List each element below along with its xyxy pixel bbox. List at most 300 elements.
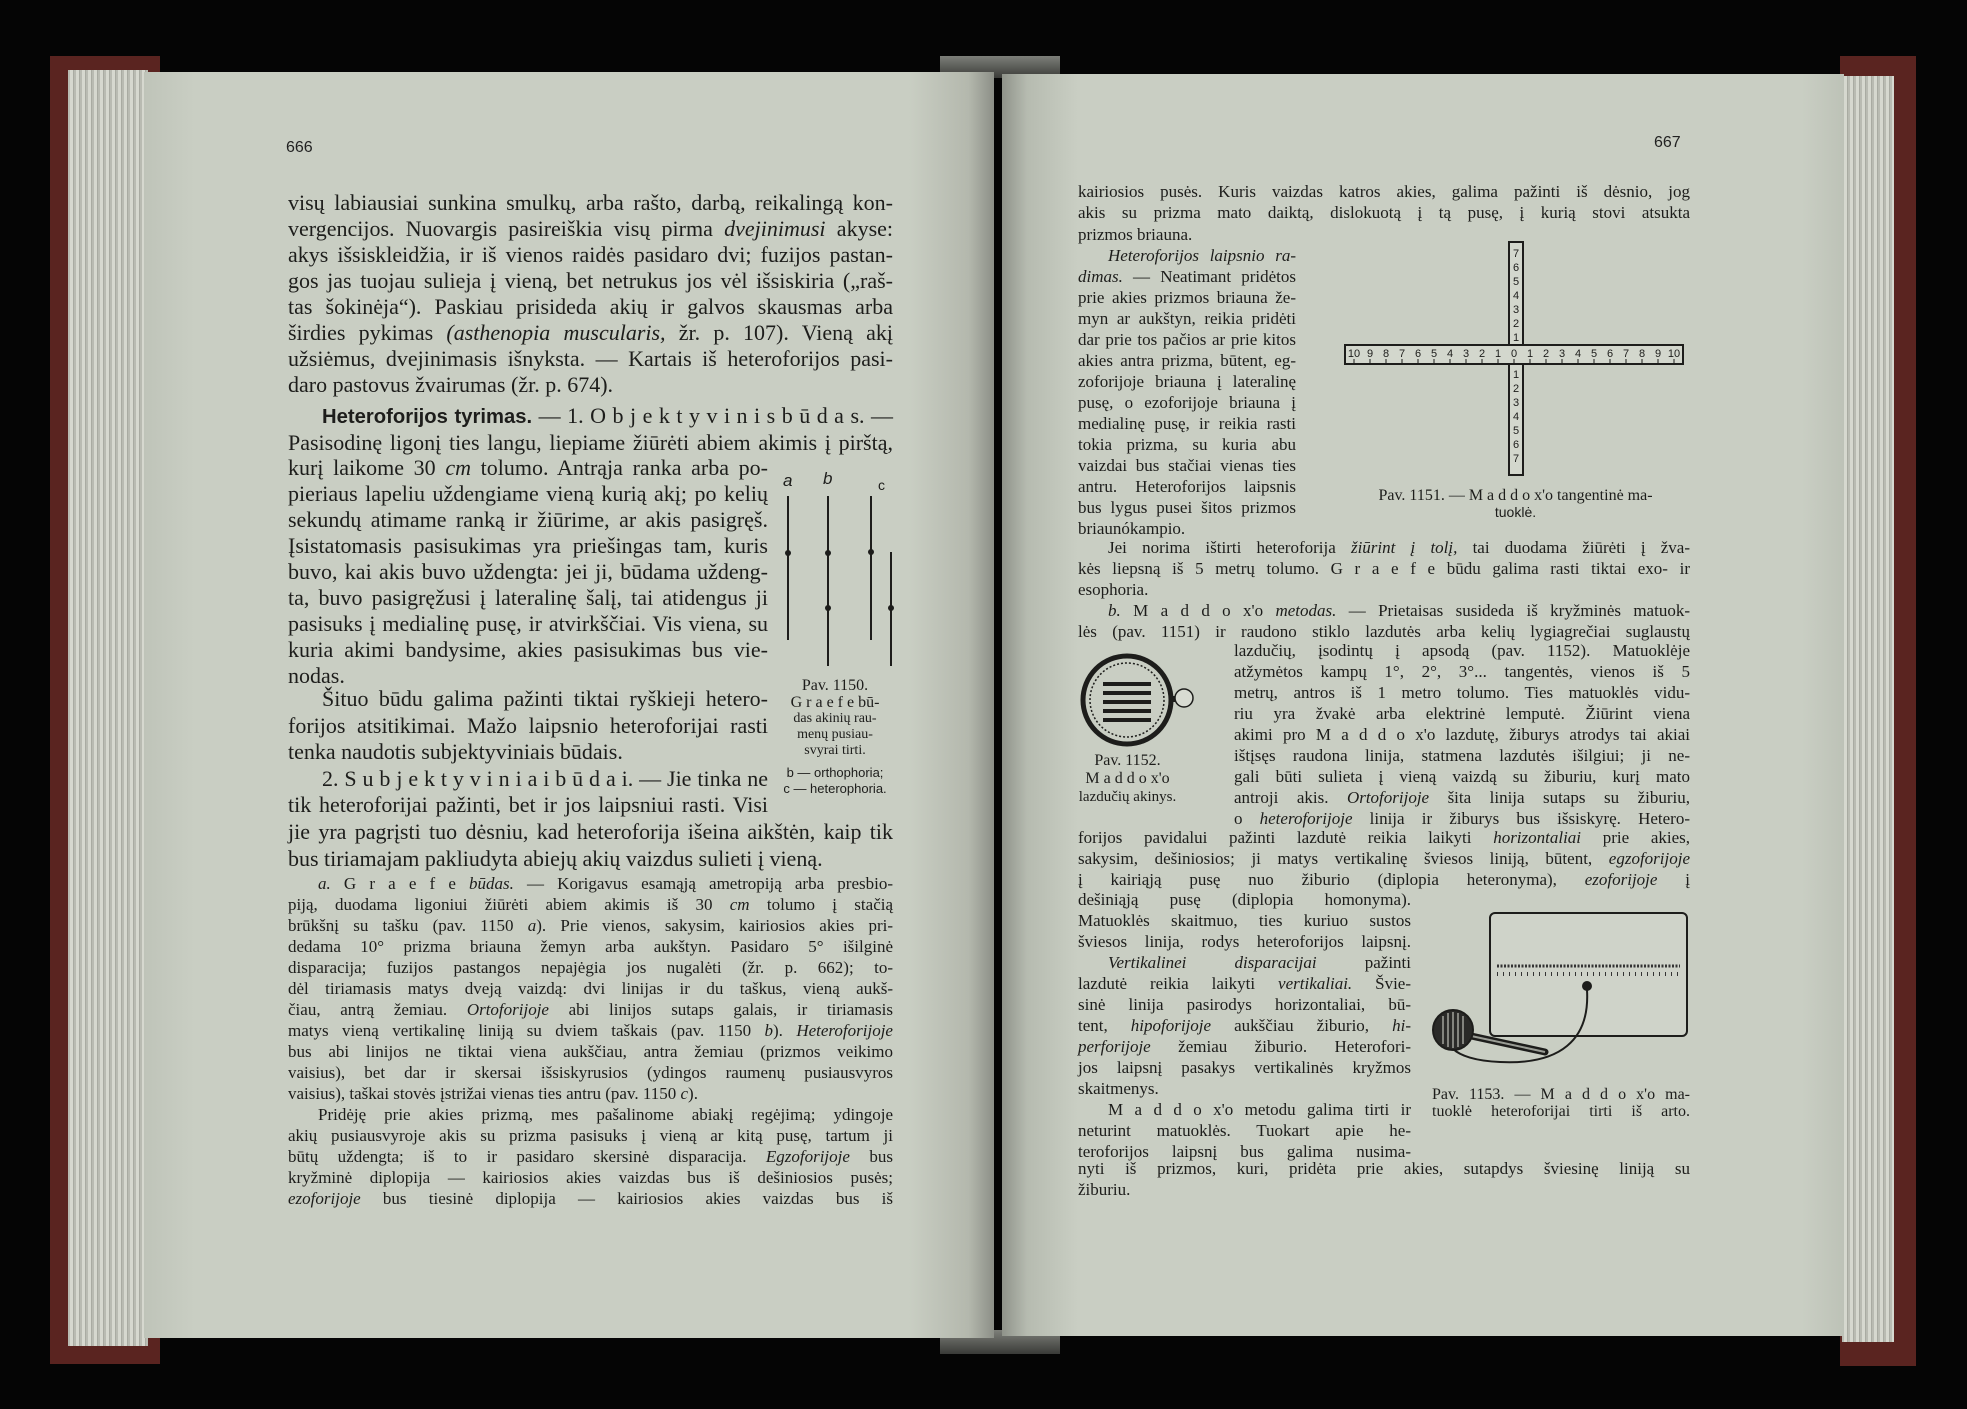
text-line	[288, 686, 768, 713]
text-segment: Jei norima ištirti heteroforija	[1108, 538, 1351, 557]
text-line	[1078, 621, 1690, 642]
text-segment: jos laipsnį pasakys vertikalinės kryžmos	[1078, 1058, 1411, 1077]
text-segment: ištįsęs raudona linija, statmena lazdutės išilgiui; ji ne-	[1234, 746, 1690, 765]
page-number-left: 666	[286, 139, 313, 156]
line-content	[1234, 725, 1690, 744]
caption-line: c — heterophoria.	[783, 781, 887, 796]
line-content	[1078, 890, 1411, 909]
text-segment: Heteroforijoje	[796, 1021, 893, 1040]
line-content	[1078, 1180, 1130, 1199]
caption-line: Pav. 1153. — M a d d o x'o ma-	[1432, 1086, 1690, 1103]
text-segment: jie yra pagrįsti tuo dėsniu, kad heteroforija išeina aikštėn, kaip tik	[288, 819, 893, 844]
text-segment: — Neatimant pridėtos	[1122, 267, 1296, 286]
text-segment: čiau, antrą žemiau.	[288, 1000, 467, 1019]
text-line	[288, 915, 893, 936]
text-line	[1078, 579, 1690, 600]
text-segment: lazdutė reikia laikyti	[1078, 974, 1279, 993]
line-content	[288, 294, 893, 319]
text-line	[1078, 910, 1411, 931]
text-line	[288, 1062, 893, 1083]
scale-label: 10	[1667, 348, 1681, 360]
text-line	[1234, 766, 1690, 787]
text-segment: prie akies prizmos briauna že-	[1078, 288, 1296, 307]
line-content	[1078, 932, 1411, 951]
line-content	[288, 1147, 893, 1166]
line-content	[1078, 351, 1296, 370]
text-line	[288, 320, 893, 346]
scale-label: 0	[1510, 348, 1518, 360]
text-line	[288, 936, 893, 957]
line-content	[1078, 622, 1690, 641]
line-content	[1078, 1058, 1411, 1077]
line-content	[1234, 809, 1690, 828]
line-content	[288, 713, 768, 738]
text-line	[288, 819, 893, 846]
caption-line: Pav. 1150.	[801, 677, 869, 694]
text-line	[1078, 413, 1296, 434]
text-segment: į	[1657, 870, 1690, 889]
line-content	[1234, 662, 1690, 681]
text-segment: perforijoje	[1078, 1037, 1151, 1056]
figure-1153-caption	[1432, 1086, 1690, 1120]
line-content	[288, 895, 893, 914]
text-segment: atžymėtos kampų 1°, 2°, 3°... tangentės, vienos iš 5	[1234, 662, 1690, 681]
text-segment: gos jas tuojau sulieja į vieną, bet netrukus jos vėl išsiskiria („raš-	[288, 268, 893, 293]
text-line	[1078, 1015, 1411, 1036]
scale-label: 3	[1462, 348, 1470, 360]
scale-label: 1	[1512, 369, 1520, 381]
line-content	[1078, 911, 1411, 930]
scale-label: 9	[1654, 348, 1662, 360]
text-segment: sakysim, dešiniosios; ji matys vertikalinę šviesos liniją, būtent,	[1078, 849, 1609, 868]
text-segment: Ortoforijoje	[466, 1000, 549, 1019]
scale-label: 6	[1414, 348, 1422, 360]
text-line	[1078, 1078, 1411, 1099]
text-line	[1078, 889, 1411, 910]
line-content	[1078, 477, 1296, 496]
line-content	[288, 430, 893, 455]
text-line	[288, 372, 893, 398]
text-line	[1078, 245, 1296, 266]
text-line	[1234, 640, 1690, 661]
line-content	[1078, 435, 1296, 454]
scale-label: 4	[1446, 348, 1454, 360]
text-segment: kairiosios pusės. Kuris vaizdas katros akies, galima pažinti iš dėsnio, jog	[1078, 182, 1690, 201]
text-segment: tent,	[1078, 1016, 1131, 1035]
text-segment: į kairiąją pusę nuo žiburio (diplopia heteronyma),	[1078, 870, 1585, 889]
text-segment: šviesos linija, rodys heteroforijos laipsnį.	[1078, 932, 1411, 951]
dot-c-lower	[888, 605, 894, 611]
caption-line: das akinių rau-	[793, 711, 877, 726]
line-content	[288, 958, 893, 977]
lamp-icon	[1582, 981, 1592, 991]
text-segment: tas šokinėja“). Paskiau prisideda akių ir galvos skausmas arba	[288, 294, 893, 319]
line-content	[288, 611, 768, 636]
text-line	[288, 846, 893, 873]
text-line	[1078, 350, 1296, 371]
text-segment: bus lygus pusei šitos prizmos	[1078, 498, 1296, 517]
text-line	[288, 1125, 893, 1146]
text-line	[1078, 392, 1296, 413]
scale-board	[1490, 913, 1687, 1036]
scale-label: 6	[1512, 439, 1520, 451]
text-segment: Pridėję prie akies prizmą, mes pašalinome abiakį regėjimą; ydingoje	[318, 1105, 893, 1124]
text-line	[288, 1020, 893, 1041]
text-line	[288, 1146, 893, 1167]
text-segment: disparacija; fuzijos pastangos nepajėgia jos nugalėti (žr. p. 662); to-	[288, 958, 893, 977]
line-content	[288, 242, 893, 267]
line-content	[288, 1126, 893, 1145]
line-content	[1234, 683, 1690, 702]
text-line	[1078, 434, 1296, 455]
scale-label: 8	[1382, 348, 1390, 360]
text-segment: pusę, o ezoforijoje briauna į	[1078, 393, 1296, 412]
text-segment: ezoforijoje	[288, 1189, 361, 1208]
text-segment: Šituo būdu galima pažinti tiktai ryškieji hetero-	[322, 686, 768, 711]
text-segment: lazdučių, įsodintų į apsodą (pav. 1152). Matuoklėje	[1234, 641, 1690, 660]
caption-line: Pav. 1152.	[1094, 752, 1161, 769]
line-content	[1234, 767, 1690, 786]
text-segment: horizontaliai	[1493, 828, 1582, 847]
text-line	[1234, 682, 1690, 703]
text-segment: M a d d o x'o metodu galima tirti ir	[1108, 1100, 1411, 1119]
scale-label: 7	[1398, 348, 1406, 360]
paragraph-block	[1078, 224, 1296, 539]
text-segment: aukščiau žiburio,	[1211, 1016, 1393, 1035]
caption-line: lazdučių akinys.	[1078, 789, 1177, 805]
text-line	[1078, 181, 1690, 202]
text-segment: buvo, kai akis buvo uždengta: jei ji, būdama uždeng-	[288, 559, 768, 584]
text-line	[1234, 703, 1690, 724]
line-content	[288, 937, 893, 956]
text-line	[288, 894, 893, 915]
text-segment: bus abi linijos ne tiktai viena aukščiau, antra žemiau (prizmos veikimo	[288, 1042, 893, 1061]
dot-a	[785, 550, 791, 556]
text-segment: širdies pykimas	[288, 320, 447, 345]
text-segment: tolumo į stačią	[749, 895, 894, 914]
line-content	[1078, 267, 1296, 286]
paragraph-block	[288, 455, 768, 689]
line-content	[1078, 559, 1690, 578]
text-line	[1078, 266, 1296, 287]
line-content	[288, 216, 893, 241]
line-content	[288, 1084, 698, 1103]
caption-line: G r a e f e bū-	[790, 694, 880, 711]
line-content	[288, 481, 768, 506]
scale-label: 2	[1478, 348, 1486, 360]
caption-line: tuoklė heteroforijai tirti iš arto.	[1432, 1103, 1690, 1120]
text-segment: (asthenopia muscularis,	[446, 320, 666, 345]
text-segment: egzoforijoje	[1608, 849, 1690, 868]
line-content	[1108, 953, 1411, 972]
text-line	[288, 999, 893, 1020]
line-content	[1078, 182, 1690, 201]
text-line	[288, 766, 768, 793]
text-segment: ).	[688, 1084, 698, 1103]
text-segment: bus tiriamajam pakliudyta abiejų akių vaizdus sulieti į vieną.	[288, 845, 823, 871]
text-segment: neturint matuoklės. Tuokart apie he-	[1078, 1121, 1411, 1140]
text-segment: akių pusiausvyroje akis su prizma pasisuks į vieną ar kitą pusę, tartum ji	[288, 1126, 893, 1145]
line-content	[1078, 849, 1690, 868]
line-content	[1078, 974, 1411, 993]
line-content	[1078, 288, 1296, 307]
text-segment: a.	[318, 874, 331, 893]
text-segment: Įsistatomasis pasisukimas yra priešingas tam, kuris	[288, 533, 768, 558]
text-segment: kryžminė diplopija — kairiosios akies vaizdas bus iš dešiniosios pusės;	[288, 1168, 893, 1187]
line-content	[1108, 1100, 1411, 1119]
paragraph-block	[1078, 537, 1690, 642]
text-segment: riu yra žvakė arba elektrinė lemputė. Žiūrint viena	[1234, 704, 1690, 723]
line-content	[1078, 1121, 1411, 1140]
text-line	[1078, 1036, 1411, 1057]
text-segment: vaisius), taškai stovės įstrižai vienas ties antru (pav. 1150	[288, 1084, 681, 1103]
text-segment: visų labiausiai sunkina smulkų, arba rašto, darbą, reikalingą kon-	[288, 190, 893, 215]
line-content	[288, 372, 613, 397]
paragraph-block	[1078, 827, 1690, 890]
text-segment: Egzoforijoje	[765, 1147, 850, 1166]
text-segment: akimi pro M a d d o x'o lazdutę, žiburys atrodys tai akiai	[1234, 725, 1690, 744]
text-segment: 2. S u b j e k t y v i n i a i b ū d a i. — Jie tinka ne	[322, 765, 768, 791]
text-line	[1078, 224, 1296, 245]
caption-line: menų pusiau-	[797, 727, 873, 742]
line-content	[1078, 498, 1296, 517]
text-line	[288, 585, 768, 611]
line-content	[1078, 309, 1296, 328]
text-line	[1078, 994, 1411, 1015]
text-line	[288, 739, 768, 766]
figure-1152-maddox-rod-lens	[1075, 650, 1205, 750]
page-edges-left	[68, 70, 148, 1346]
line-content	[288, 585, 768, 610]
line-content	[1078, 456, 1296, 475]
text-line	[1078, 308, 1296, 329]
paragraph-block	[1078, 1158, 1690, 1200]
text-line	[1078, 537, 1690, 558]
text-line	[1078, 1120, 1411, 1141]
text-segment: metodas.	[1275, 601, 1337, 620]
text-segment: linija ir žiburys bus išsiskyrę. Hetero-	[1352, 809, 1690, 828]
text-line	[288, 873, 893, 894]
text-segment: dar prie tos pačios ar prie kitos	[1078, 330, 1296, 349]
caption-line: Pav. 1151. — M a d d o x'o tangentinė ma-	[1378, 487, 1653, 504]
text-segment: būtų uždengta; iš to ir pasidaro skersinė disparacija.	[288, 1147, 766, 1166]
paragraph-block	[1078, 181, 1690, 223]
figure-label-b: b	[823, 469, 833, 488]
line-content	[288, 346, 893, 371]
text-line	[288, 1083, 893, 1104]
text-segment: c	[680, 1084, 689, 1103]
scale-label: 7	[1512, 453, 1520, 465]
text-line	[1234, 745, 1690, 766]
text-segment: heteroforijoje	[1259, 809, 1353, 828]
text-segment: ).	[773, 1021, 797, 1040]
text-line	[1078, 1158, 1690, 1179]
text-segment: antroji akis.	[1234, 788, 1347, 807]
scale-label: 1	[1526, 348, 1534, 360]
text-line	[288, 978, 893, 999]
figure-1153-near-scale	[1425, 905, 1695, 1065]
line-content	[1078, 1037, 1411, 1056]
text-segment: forijos pavidalui pažinti lazdutė reikia laikyti	[1078, 828, 1494, 847]
text-segment: Ortoforijoje	[1346, 788, 1430, 807]
text-line	[288, 268, 893, 294]
scale-label: 9	[1366, 348, 1374, 360]
text-segment: dešiniąją pusę (diplopia homonyma).	[1078, 890, 1411, 909]
text-line	[1078, 497, 1296, 518]
scale-label: 1	[1494, 348, 1502, 360]
line-content	[1234, 746, 1690, 765]
line-content	[288, 268, 893, 293]
text-segment: hi-	[1392, 1016, 1411, 1035]
scale-label: 8	[1638, 348, 1646, 360]
text-line	[288, 216, 893, 242]
text-segment: akys išsiskleidžia, ir iš vienos raidės pasidaro dvi; fuzijos pastan-	[288, 242, 893, 267]
page-edges-right	[1842, 76, 1894, 1342]
caption-line: svyrai tirti.	[804, 743, 866, 758]
text-line	[288, 957, 893, 978]
text-line	[1078, 827, 1690, 848]
scale-label: 2	[1542, 348, 1550, 360]
scale-label: 2	[1512, 383, 1520, 395]
line-content	[288, 739, 623, 764]
text-segment: G r a e f e	[330, 874, 470, 893]
text-line	[1234, 808, 1690, 829]
paragraph-block	[288, 686, 768, 819]
line-content	[322, 766, 768, 791]
line-content	[1108, 601, 1690, 620]
text-line	[1078, 1179, 1690, 1200]
text-segment: žiburiu.	[1078, 1180, 1131, 1199]
line-content	[1078, 1159, 1690, 1178]
text-line	[288, 559, 768, 585]
text-line	[1078, 329, 1296, 350]
text-segment: cm	[445, 455, 471, 480]
line-content	[1078, 519, 1185, 538]
line-content	[288, 819, 893, 844]
text-segment: matys vieną vertikalinę liniją su dviem taškais (pav. 1150	[288, 1021, 765, 1040]
line-content	[1078, 372, 1296, 391]
text-segment: ). Prie vienos, sakysim, kairiosios akies pri-	[536, 916, 893, 935]
text-segment: — Prietaisas susideda iš kryžminės matuok-	[1336, 601, 1690, 620]
text-line	[288, 403, 893, 430]
text-segment: dvejinimusi	[724, 216, 826, 241]
line-content	[1078, 393, 1296, 412]
text-segment: tokia prizma, su kuria abu	[1078, 435, 1296, 454]
line-content	[1078, 225, 1192, 244]
line-content	[1078, 203, 1690, 222]
text-line	[1234, 787, 1690, 808]
text-line	[288, 1188, 893, 1209]
text-segment: bus	[849, 1147, 893, 1166]
scale-label: 4	[1512, 411, 1520, 423]
line-content	[288, 190, 893, 215]
text-line	[288, 346, 893, 372]
paragraph-block	[288, 819, 893, 872]
text-line	[1078, 848, 1690, 869]
line-content	[318, 874, 893, 893]
text-line	[1078, 973, 1411, 994]
text-segment: sinė linija pasirodys horizontaliai, bū-	[1078, 995, 1411, 1014]
paragraph-block	[288, 873, 893, 1209]
text-segment: tai duodama žiūrėti į žva-	[1457, 538, 1691, 557]
text-line	[288, 507, 768, 533]
text-line	[288, 792, 768, 819]
text-segment: a	[527, 916, 537, 935]
scale-label: 1	[1512, 332, 1520, 344]
line-content	[288, 1168, 893, 1187]
text-segment: myn ar aukštyn, reikia pridėti	[1078, 309, 1296, 328]
scale-label: 2	[1512, 318, 1520, 330]
text-segment: pieriaus lapeliu uždengiame vieną kurią akį; po kelių	[288, 481, 768, 506]
text-line	[1078, 952, 1411, 973]
line-content	[288, 916, 893, 935]
text-segment: gali būti sulieta į vieną vaizdą su žiburiu, kurį mato	[1234, 767, 1690, 786]
text-segment: Matuoklės skaitmuo, ties kuriuo sustos	[1078, 911, 1411, 930]
text-segment: teroforijos laipsnį bus galima nusima-	[1078, 1142, 1411, 1161]
text-segment: žr. p. 107). Vieną akį	[665, 320, 893, 345]
text-segment: tenka naudotis subjektyviniais būdais.	[288, 739, 623, 764]
text-segment: užsiėmus, dvejinimasis išnyksta. — Kartais iš heteroforijos pasi-	[288, 346, 893, 371]
line-content	[1234, 641, 1690, 660]
text-segment: vaizdai bus stačiai vienas ties	[1078, 456, 1296, 475]
line-content	[1078, 414, 1296, 433]
text-line	[288, 481, 768, 507]
text-segment: prizmos briauna.	[1078, 225, 1193, 244]
text-segment: tik heteroforijai pažinti, bet ir jos laipsniui rasti. Visi	[288, 792, 768, 817]
text-segment: forijos atsitikimai. Mažo laipsnio heteroforijai rasti	[288, 712, 768, 738]
line-content	[322, 403, 893, 428]
text-segment: M a d d o x'o	[1120, 601, 1276, 620]
line-content	[288, 559, 768, 584]
line-content	[288, 1021, 893, 1040]
paragraph-block	[288, 403, 893, 456]
text-segment: vaisius), bet dar ir skersai išsiskyrusios (ydingos raumenų pusiausvyros	[288, 1063, 893, 1082]
scale-label: 3	[1558, 348, 1566, 360]
text-segment: Heteroforijos tyrimas.	[322, 406, 533, 428]
text-line	[288, 294, 893, 320]
text-line	[1234, 661, 1690, 682]
line-content	[1078, 330, 1296, 349]
paragraph-block	[1234, 640, 1690, 829]
text-line	[288, 430, 893, 456]
text-line	[288, 242, 893, 268]
line-content	[288, 637, 768, 662]
text-segment: vergencijos. Nuovargis pasireiškia visų pirma	[288, 216, 725, 241]
figure-1152-caption	[1070, 752, 1185, 806]
text-segment: esophoria.	[1078, 580, 1149, 599]
text-line	[288, 1041, 893, 1062]
line-content	[1078, 1079, 1159, 1098]
text-segment: dedama 10° prizma briauna žemyn arba aukštyn. Pasidaro 5° išilginė	[288, 937, 893, 956]
text-segment: Pasisodinę ligonį ties langu, liepiame žiūrėti abiem akimis į pirštą,	[288, 430, 893, 455]
text-segment: lės (pav. 1151) ir raudono stiklo lazdutės arba kelių lygiagrečiai suglaustų	[1078, 622, 1690, 641]
line-content	[1108, 538, 1690, 557]
caption-line: tuoklė.	[1494, 504, 1537, 520]
text-segment: sekundų atimame ranką ir žiūrime, ar akis pasigręš.	[288, 507, 768, 532]
text-segment: abi linijos sutaps galais, ir tiriamasis	[548, 1000, 894, 1019]
text-line	[1078, 202, 1690, 223]
line-content	[318, 1105, 893, 1124]
text-segment: ta, buvo pasigręžusi į lateralinę šalį, tai atidengus ji	[288, 585, 768, 610]
scale-label: 3	[1512, 304, 1520, 316]
line-content	[288, 979, 893, 998]
figure-1150-caption	[776, 677, 894, 797]
line-content	[288, 792, 768, 817]
text-line	[1078, 518, 1296, 539]
text-segment: nodas.	[288, 663, 345, 688]
figure-1151-tangent-scale	[1340, 236, 1690, 481]
dot-c-upper	[868, 549, 874, 555]
